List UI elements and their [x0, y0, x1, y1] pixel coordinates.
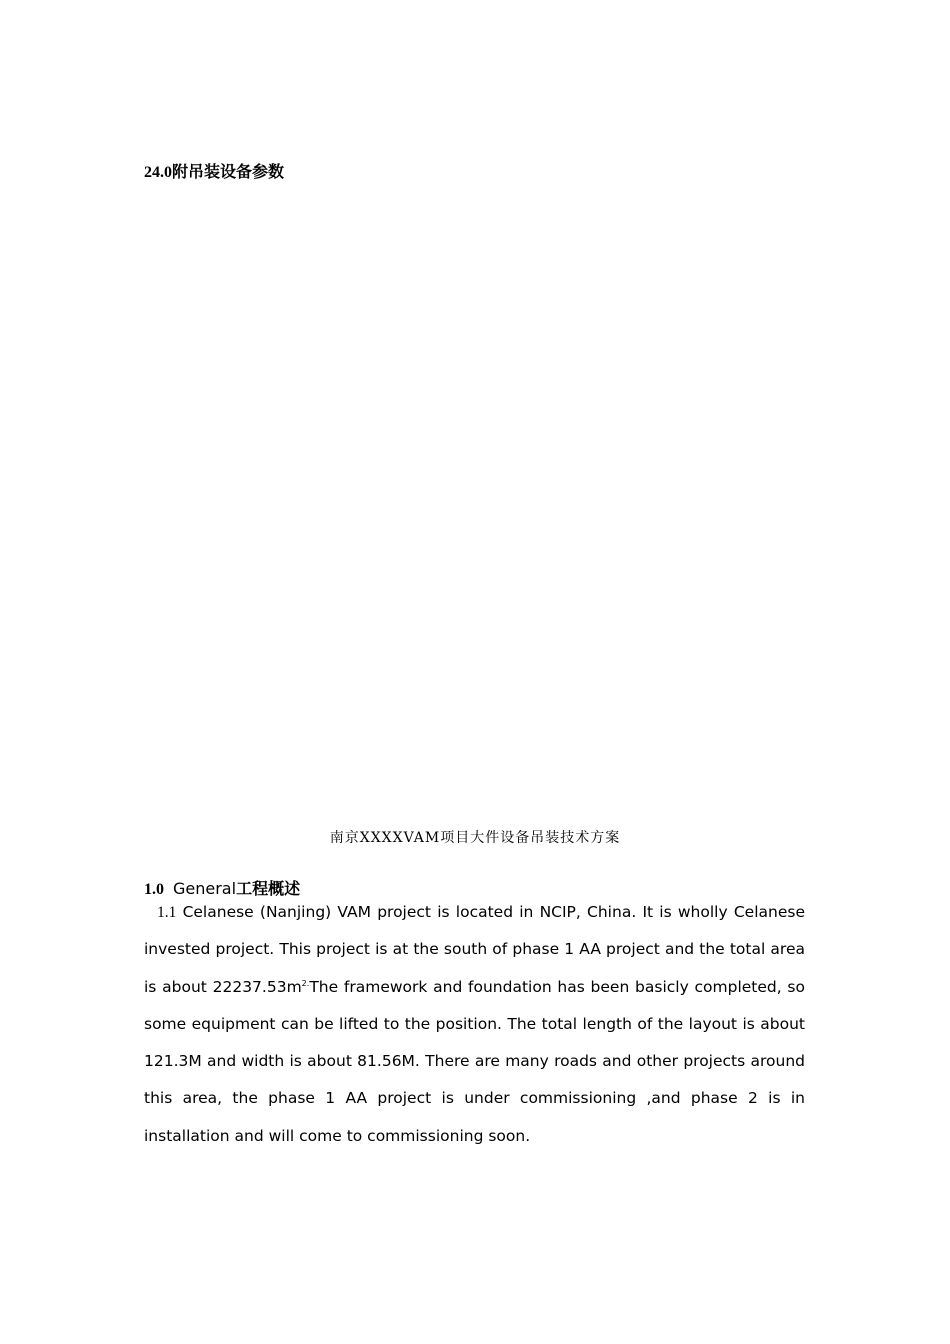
appendix-heading [144, 161, 284, 184]
paragraph-text-part2: The framework and foundation has been basicly completed, so some equipment can be lifted to the position. The total length of the layout is about 121.3M and width is about 81.56M. There are many roads and other projects around this area, the phase 1 AA project is under commissioning ,and phase 2 is in installation and will come to commissioning soon. [144, 977, 805, 1145]
body-paragraph [144, 894, 805, 1155]
paragraph-text-part1: Celanese (Nanjing) VAM project is located in NCIP, China. It is wholly Celanese invested project. This project is at the south of phase 1 AA project and the total area is about 22237.53m [144, 903, 805, 996]
paragraph-number: 1.1 [157, 904, 177, 921]
area-unit-superscript: 2. [301, 978, 310, 988]
section-number: 1.0 [144, 881, 164, 898]
document-running-title: 南京XXXXVAM项目大件设备吊装技术方案 [329, 830, 621, 846]
section-title-en: General [173, 879, 237, 898]
appendix-number: 24.0 [144, 164, 172, 181]
section-title-cn: 工程概述 [236, 879, 301, 898]
appendix-title: 附吊装设备参数 [172, 162, 285, 181]
